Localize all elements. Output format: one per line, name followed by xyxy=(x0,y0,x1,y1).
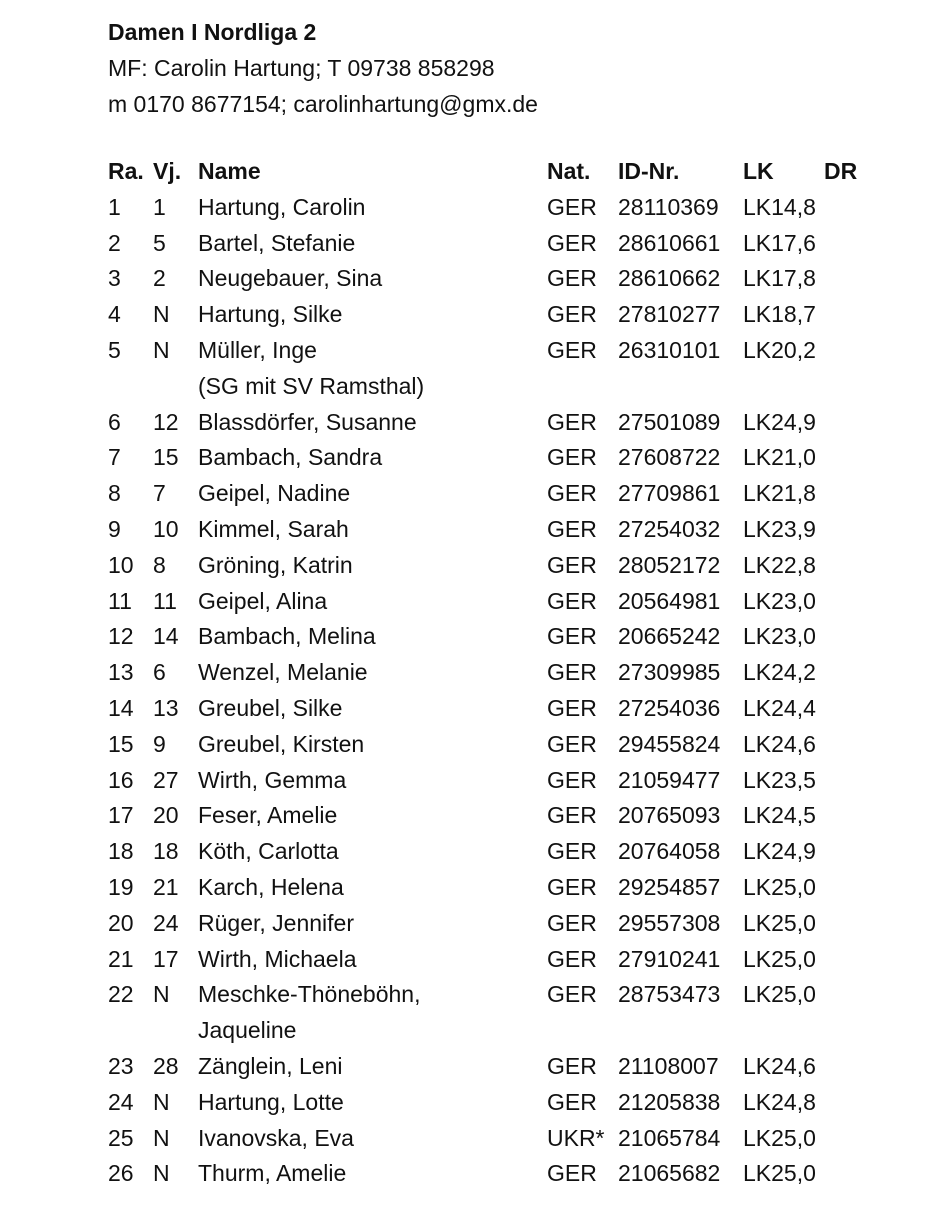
player-name-cell: Wirth, Gemma xyxy=(198,766,347,793)
player-name-cell: Hartung, Lotte xyxy=(198,1088,344,1115)
lk-cell: LK24,5 xyxy=(743,802,816,829)
nationality-cell: GER xyxy=(547,551,597,578)
nationality-cell: GER xyxy=(547,587,597,614)
nationality-cell: GER xyxy=(547,802,597,829)
previous-year-cell: 17 xyxy=(153,945,179,972)
table-row xyxy=(108,619,908,655)
lk-cell: LK25,0 xyxy=(743,945,816,972)
previous-year-cell: 27 xyxy=(153,766,179,793)
lk-cell: LK24,6 xyxy=(743,730,816,757)
player-name-cell: Rüger, Jennifer xyxy=(198,909,354,936)
id-number-cell: 27810277 xyxy=(618,301,721,328)
player-name-cell: Feser, Amelie xyxy=(198,802,338,829)
id-number-cell: 20665242 xyxy=(618,623,721,650)
table-row xyxy=(108,333,908,369)
nationality-cell: GER xyxy=(547,730,597,757)
team-title: Damen I Nordliga 2 xyxy=(108,19,317,45)
table-row xyxy=(108,405,908,441)
team-captain-phone: MF: Carolin Hartung; T 09738 858298 xyxy=(108,55,495,81)
lk-cell: LK24,2 xyxy=(743,659,816,686)
player-name-cell: Geipel, Alina xyxy=(198,587,328,614)
player-name-cell: Bartel, Stefanie xyxy=(198,229,356,256)
previous-year-cell: 13 xyxy=(153,694,179,721)
rank-cell: 23 xyxy=(108,1052,134,1079)
previous-year-cell: N xyxy=(153,981,170,1008)
player-name-cell: Greubel, Silke xyxy=(198,694,343,721)
table-row xyxy=(108,512,908,548)
previous-year-cell: N xyxy=(153,1088,170,1115)
rank-cell: 13 xyxy=(108,659,134,686)
player-name-continuation: Jaqueline xyxy=(198,1017,297,1044)
previous-year-cell: N xyxy=(153,1124,170,1151)
previous-year-cell: 1 xyxy=(153,193,166,220)
lk-cell: LK24,9 xyxy=(743,408,816,435)
player-name-cell: Köth, Carlotta xyxy=(198,838,339,865)
lk-cell: LK25,0 xyxy=(743,981,816,1008)
rank-cell: 7 xyxy=(108,444,121,471)
lk-cell: LK23,9 xyxy=(743,515,816,542)
nationality-cell: GER xyxy=(547,301,597,328)
lk-cell: LK24,8 xyxy=(743,1088,816,1115)
previous-year-cell: 28 xyxy=(153,1052,179,1079)
nationality-cell: GER xyxy=(547,623,597,650)
rank-cell: 20 xyxy=(108,909,134,936)
table-row xyxy=(108,763,908,799)
table-row-continuation xyxy=(108,369,908,405)
player-name-cell: Kimmel, Sarah xyxy=(198,515,349,542)
nationality-cell: GER xyxy=(547,1088,597,1115)
lk-cell: LK25,0 xyxy=(743,873,816,900)
table-row xyxy=(108,1121,908,1157)
table-row xyxy=(108,1156,908,1192)
id-number-cell: 21065682 xyxy=(618,1160,721,1187)
column-header-name: Name xyxy=(198,158,261,184)
previous-year-cell: 14 xyxy=(153,623,179,650)
id-number-cell: 27910241 xyxy=(618,945,721,972)
player-name-cell: Zänglein, Leni xyxy=(198,1052,343,1079)
previous-year-cell: 8 xyxy=(153,551,166,578)
player-name-cell: Karch, Helena xyxy=(198,873,344,900)
player-name-cell: Ivanovska, Eva xyxy=(198,1124,354,1151)
table-row xyxy=(108,548,908,584)
id-number-cell: 27309985 xyxy=(618,659,721,686)
id-number-cell: 28753473 xyxy=(618,981,721,1008)
nationality-cell: GER xyxy=(547,694,597,721)
lk-cell: LK25,0 xyxy=(743,1160,816,1187)
previous-year-cell: 5 xyxy=(153,229,166,256)
lk-cell: LK21,0 xyxy=(743,444,816,471)
table-row xyxy=(108,1085,908,1121)
lk-cell: LK23,5 xyxy=(743,766,816,793)
team-header xyxy=(108,14,908,122)
nationality-cell: UKR* xyxy=(547,1124,605,1151)
rank-cell: 6 xyxy=(108,408,121,435)
lk-cell: LK25,0 xyxy=(743,909,816,936)
rank-cell: 8 xyxy=(108,480,121,507)
table-row xyxy=(108,691,908,727)
player-name-continuation: (SG mit SV Ramsthal) xyxy=(198,372,425,399)
table-row xyxy=(108,977,908,1013)
team-captain-contact: m 0170 8677154; carolinhartung@gmx.de xyxy=(108,91,538,117)
previous-year-cell: N xyxy=(153,1160,170,1187)
rank-cell: 25 xyxy=(108,1124,134,1151)
nationality-cell: GER xyxy=(547,1052,597,1079)
lk-cell: LK21,8 xyxy=(743,480,816,507)
table-row xyxy=(108,906,908,942)
nationality-cell: GER xyxy=(547,945,597,972)
nationality-cell: GER xyxy=(547,480,597,507)
id-number-cell: 27254036 xyxy=(618,694,721,721)
player-name-cell: Thurm, Amelie xyxy=(198,1160,347,1187)
table-row xyxy=(108,798,908,834)
rank-cell: 26 xyxy=(108,1160,134,1187)
table-row xyxy=(108,226,908,262)
id-number-cell: 27501089 xyxy=(618,408,721,435)
table-row xyxy=(108,942,908,978)
table-row xyxy=(108,870,908,906)
table-row xyxy=(108,727,908,763)
table-row xyxy=(108,834,908,870)
previous-year-cell: 21 xyxy=(153,873,179,900)
rank-cell: 14 xyxy=(108,694,134,721)
previous-year-cell: 20 xyxy=(153,802,179,829)
lk-cell: LK18,7 xyxy=(743,301,816,328)
rank-cell: 18 xyxy=(108,838,134,865)
previous-year-cell: 2 xyxy=(153,265,166,292)
player-name-cell: Wirth, Michaela xyxy=(198,945,357,972)
player-name-cell: Hartung, Silke xyxy=(198,301,343,328)
previous-year-cell: 15 xyxy=(153,444,179,471)
player-name-cell: Wenzel, Melanie xyxy=(198,659,368,686)
lk-cell: LK14,8 xyxy=(743,193,816,220)
nationality-cell: GER xyxy=(547,229,597,256)
previous-year-cell: 11 xyxy=(153,587,177,614)
previous-year-cell: 12 xyxy=(153,408,179,435)
nationality-cell: GER xyxy=(547,336,597,363)
player-name-cell: Greubel, Kirsten xyxy=(198,730,365,757)
table-row xyxy=(108,261,908,297)
id-number-cell: 28610662 xyxy=(618,265,721,292)
lk-cell: LK23,0 xyxy=(743,623,816,650)
table-row xyxy=(108,1049,908,1085)
player-name-cell: Neugebauer, Sina xyxy=(198,265,383,292)
lk-cell: LK20,2 xyxy=(743,336,816,363)
lk-cell: LK17,6 xyxy=(743,229,816,256)
nationality-cell: GER xyxy=(547,515,597,542)
player-name-cell: Meschke-Thöneböhn, xyxy=(198,981,421,1008)
rank-cell: 19 xyxy=(108,873,134,900)
player-name-cell: Gröning, Katrin xyxy=(198,551,353,578)
lk-cell: LK24,4 xyxy=(743,694,816,721)
id-number-cell: 20564981 xyxy=(618,587,721,614)
nationality-cell: GER xyxy=(547,838,597,865)
lk-cell: LK22,8 xyxy=(743,551,816,578)
id-number-cell: 28052172 xyxy=(618,551,721,578)
rank-cell: 12 xyxy=(108,623,134,650)
rank-cell: 16 xyxy=(108,766,134,793)
table-header-row xyxy=(108,154,908,190)
player-name-cell: Geipel, Nadine xyxy=(198,480,351,507)
rank-cell: 5 xyxy=(108,336,121,363)
id-number-cell: 21059477 xyxy=(618,766,721,793)
nationality-cell: GER xyxy=(547,1160,597,1187)
player-name-cell: Hartung, Carolin xyxy=(198,193,366,220)
table-row xyxy=(108,190,908,226)
rank-cell: 1 xyxy=(108,193,121,220)
column-header-previous-year: Vj. xyxy=(153,158,182,184)
previous-year-cell: 10 xyxy=(153,515,179,542)
nationality-cell: GER xyxy=(547,909,597,936)
table-row-continuation xyxy=(108,1013,908,1049)
table-row xyxy=(108,297,908,333)
lk-cell: LK24,6 xyxy=(743,1052,816,1079)
table-row xyxy=(108,584,908,620)
id-number-cell: 27254032 xyxy=(618,515,721,542)
table-row xyxy=(108,440,908,476)
rank-cell: 9 xyxy=(108,515,121,542)
id-number-cell: 21108007 xyxy=(618,1052,719,1079)
id-number-cell: 29455824 xyxy=(618,730,721,757)
rank-cell: 15 xyxy=(108,730,134,757)
nationality-cell: GER xyxy=(547,659,597,686)
id-number-cell: 21065784 xyxy=(618,1124,721,1151)
nationality-cell: GER xyxy=(547,873,597,900)
previous-year-cell: 18 xyxy=(153,838,179,865)
column-header-lk: LK xyxy=(743,158,774,184)
lk-cell: LK25,0 xyxy=(743,1124,816,1151)
lk-cell: LK17,8 xyxy=(743,265,816,292)
previous-year-cell: 9 xyxy=(153,730,166,757)
rank-cell: 4 xyxy=(108,301,121,328)
nationality-cell: GER xyxy=(547,766,597,793)
id-number-cell: 28610661 xyxy=(618,229,721,256)
previous-year-cell: N xyxy=(153,336,170,363)
nationality-cell: GER xyxy=(547,444,597,471)
previous-year-cell: N xyxy=(153,301,170,328)
id-number-cell: 27608722 xyxy=(618,444,721,471)
rank-cell: 24 xyxy=(108,1088,134,1115)
rank-cell: 3 xyxy=(108,265,121,292)
player-name-cell: Bambach, Sandra xyxy=(198,444,383,471)
column-header-nationality: Nat. xyxy=(547,158,591,184)
table-row xyxy=(108,476,908,512)
table-row xyxy=(108,655,908,691)
rank-cell: 2 xyxy=(108,229,121,256)
id-number-cell: 28110369 xyxy=(618,193,719,220)
nationality-cell: GER xyxy=(547,408,597,435)
player-name-cell: Müller, Inge xyxy=(198,336,317,363)
rank-cell: 10 xyxy=(108,551,134,578)
previous-year-cell: 7 xyxy=(153,480,166,507)
id-number-cell: 26310101 xyxy=(618,336,721,363)
player-roster-table xyxy=(108,154,908,1192)
id-number-cell: 20765093 xyxy=(618,802,721,829)
lk-cell: LK24,9 xyxy=(743,838,816,865)
previous-year-cell: 6 xyxy=(153,659,166,686)
rank-cell: 22 xyxy=(108,981,134,1008)
rank-cell: 17 xyxy=(108,802,134,829)
rank-cell: 11 xyxy=(108,587,132,614)
player-name-cell: Blassdörfer, Susanne xyxy=(198,408,417,435)
lk-cell: LK23,0 xyxy=(743,587,816,614)
column-header-id-number: ID-Nr. xyxy=(618,158,680,184)
previous-year-cell: 24 xyxy=(153,909,179,936)
id-number-cell: 27709861 xyxy=(618,480,721,507)
rank-cell: 21 xyxy=(108,945,134,972)
id-number-cell: 21205838 xyxy=(618,1088,721,1115)
nationality-cell: GER xyxy=(547,981,597,1008)
id-number-cell: 20764058 xyxy=(618,838,721,865)
nationality-cell: GER xyxy=(547,193,597,220)
column-header-dr: DR xyxy=(824,158,858,184)
id-number-cell: 29557308 xyxy=(618,909,721,936)
id-number-cell: 29254857 xyxy=(618,873,721,900)
player-name-cell: Bambach, Melina xyxy=(198,623,376,650)
nationality-cell: GER xyxy=(547,265,597,292)
column-header-rank: Ra. xyxy=(108,158,144,184)
